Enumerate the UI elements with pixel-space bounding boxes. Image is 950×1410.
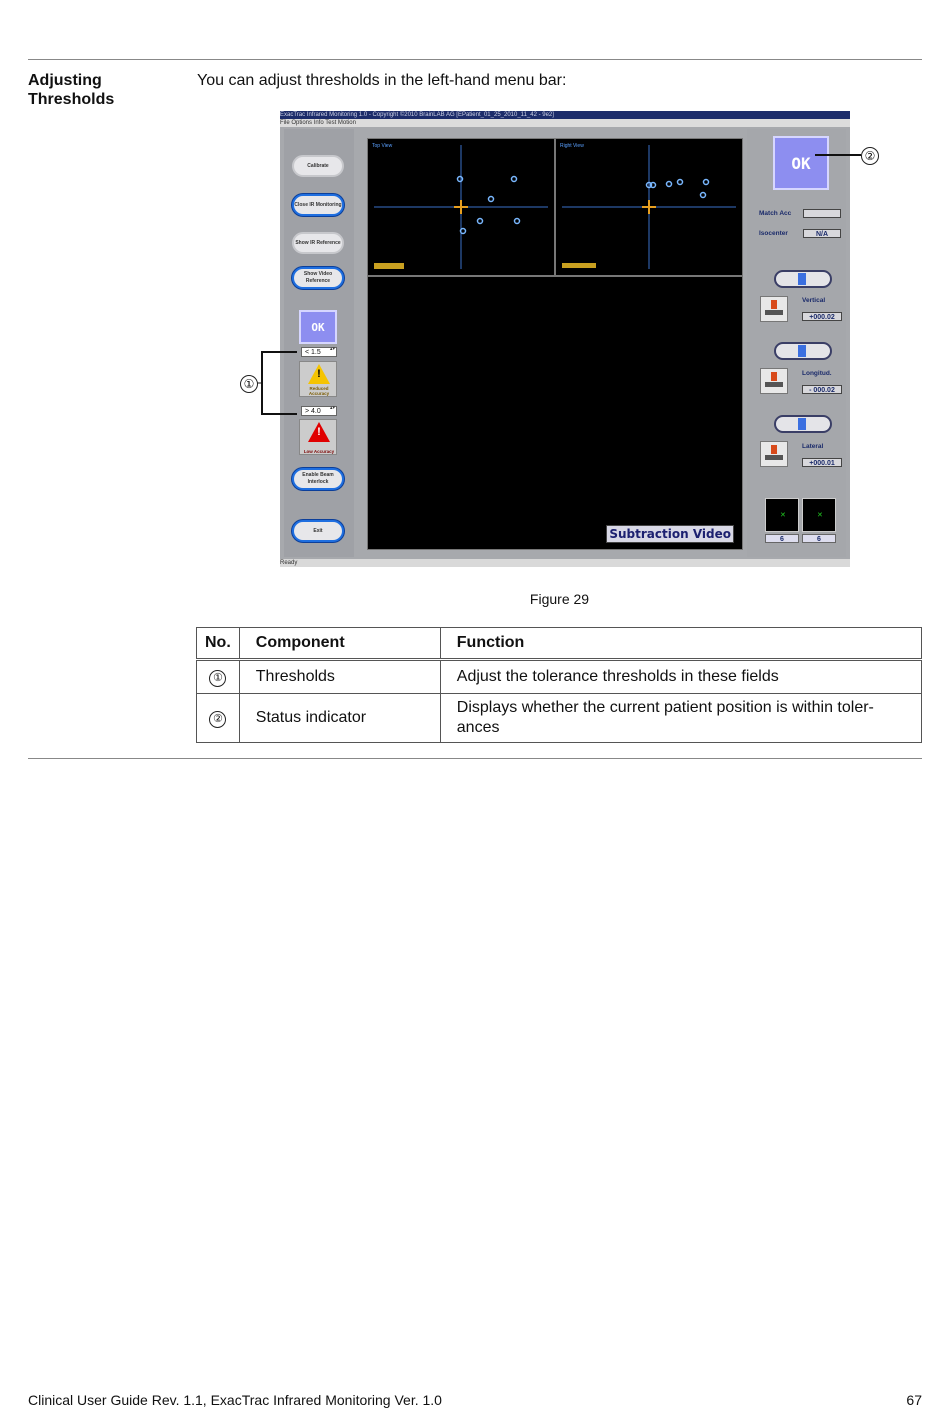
bottom-rule xyxy=(28,758,922,759)
threshold-high-field[interactable]: > 4.0 ▴▾ xyxy=(301,406,337,416)
calibrate-button[interactable]: Calibrate xyxy=(292,155,344,177)
longitudinal-couch-icon xyxy=(760,368,788,394)
isocenter-field: N/A xyxy=(803,229,841,238)
threshold-low-field[interactable]: < 1.5 ▴▾ xyxy=(301,347,337,357)
top-view-plot xyxy=(368,139,554,275)
close-ir-button[interactable]: Close IR Monitoring xyxy=(292,194,344,216)
figure-screenshot xyxy=(280,111,850,567)
table-header-row xyxy=(197,628,922,660)
row-function: Adjust the tolerance thresholds in these fields xyxy=(440,660,921,694)
right-view-plot xyxy=(556,139,742,275)
match-acc-field xyxy=(803,209,841,218)
vertical-couch-icon xyxy=(760,296,788,322)
subtraction-video-panel xyxy=(367,276,743,550)
table-row xyxy=(197,694,922,743)
row-component: Status indicator xyxy=(239,694,440,743)
low-accuracy-icon: ! Low Accuracy xyxy=(299,419,337,455)
app-status-bar: Ready xyxy=(280,559,850,567)
callout-1-marker: ① xyxy=(240,375,258,393)
camera-1-tile: ✕ xyxy=(765,498,799,532)
lateral-label: Lateral xyxy=(802,443,824,450)
longitudinal-value: - 000.02 xyxy=(802,385,842,394)
camera-2-tile: ✕ xyxy=(802,498,836,532)
intro-text: You can adjust thresholds in the left-hand menu bar: xyxy=(197,72,567,89)
header-no: No. xyxy=(197,628,240,660)
top-view-label: Top View xyxy=(372,143,393,149)
app-title-bar: ExacTrac Infrared Monitoring 1.0 - Copyright ©2010 BrainLAB AG [EPatient_01_25_2010_11_42 - 9e2] xyxy=(280,111,850,119)
vertical-label: Vertical xyxy=(802,297,826,304)
app-menu-bar: File Options Info Test Motion xyxy=(280,119,850,127)
row-number: ① xyxy=(209,670,226,687)
top-rule xyxy=(28,59,922,60)
show-video-reference-button[interactable]: Show Video Reference xyxy=(292,267,344,289)
header-function: Function xyxy=(440,628,921,660)
show-ir-reference-button[interactable]: Show IR Reference xyxy=(292,232,344,254)
figure-caption: Figure 29 xyxy=(529,591,590,607)
lateral-toggle[interactable] xyxy=(774,415,832,433)
lateral-value: +000.01 xyxy=(802,458,842,467)
section-heading: Adjusting Thresholds xyxy=(28,72,115,108)
longitudinal-toggle[interactable] xyxy=(774,342,832,360)
reduced-accuracy-icon: ! Reduced Accuracy xyxy=(299,361,337,397)
vertical-value: +000.02 xyxy=(802,312,842,321)
camera-1-count: 6 xyxy=(765,534,799,543)
isocenter-label: Isocenter xyxy=(759,230,788,237)
page-number: 67 xyxy=(906,1392,922,1408)
right-view-panel xyxy=(555,138,743,276)
lateral-couch-icon xyxy=(760,441,788,467)
camera-2-count: 6 xyxy=(802,534,836,543)
status-indicator-ok: OK xyxy=(773,136,829,190)
right-panel xyxy=(747,129,846,557)
header-component: Component xyxy=(239,628,440,660)
footer-text: Clinical User Guide Rev. 1.1, ExacTrac Infrared Monitoring Ver. 1.0 xyxy=(28,1392,442,1408)
right-view-label: Right View xyxy=(560,143,584,149)
subtraction-video-label: Subtraction Video xyxy=(606,525,734,543)
row-component: Thresholds xyxy=(239,660,440,694)
longitudinal-label: Longitud. xyxy=(802,370,832,377)
table-row xyxy=(197,660,922,694)
top-view-panel xyxy=(367,138,555,276)
legend-table xyxy=(196,627,922,743)
match-acc-label: Match Acc xyxy=(759,210,792,217)
ok-status-small: OK xyxy=(299,310,337,344)
callout-2-line xyxy=(815,148,865,162)
enable-beam-interlock-button[interactable]: Enable Beam Interlock xyxy=(292,468,344,490)
vertical-toggle[interactable] xyxy=(774,270,832,288)
row-function: Displays whether the current patient position is within toler-ances xyxy=(440,694,921,743)
row-number: ② xyxy=(209,711,226,728)
callout-2-marker: ② xyxy=(861,147,879,165)
exit-button[interactable]: Exit xyxy=(292,520,344,542)
